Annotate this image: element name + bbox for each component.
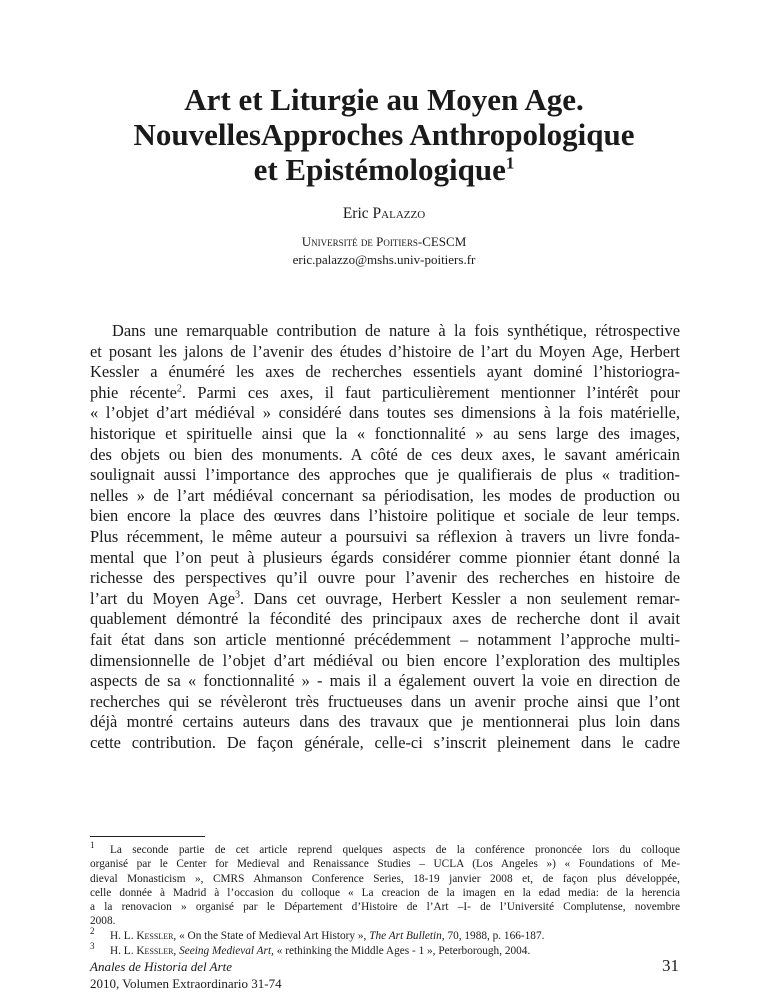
footnote-book-title: Seeing Medieval Art,: [179, 945, 274, 957]
footnote-line: 1 La seconde partie de cet article reprend quelques aspects de la conférence prononcée lors du colloque: [90, 840, 680, 856]
body-line: richesse des perspectives qu’il ouvre pour l’avenir des recherches en histoire de: [90, 568, 680, 588]
body-line-part: . Parmi ces axes, il faut particulièrement mentionner l’intérêt pour: [181, 382, 680, 402]
body-line: historique et spirituelle ainsi que la « fonctionnalité » au sens large des images,: [90, 423, 680, 443]
page-number: 31: [662, 956, 679, 975]
body-line: nelles » de l’art médiéval concernant sa périodisation, les modes de production ou: [90, 485, 680, 505]
footnote-1: [90, 840, 680, 929]
footnote-separator: [90, 836, 205, 837]
footnote-line: 2 H. L. Kessler, « On the State of Medieval Art History », The Art Bulletin, 70, 1988, p. 166-187.: [90, 926, 545, 942]
body-line-part: . Dans cet ouvrage, Herbert Kessler a non seulement remar-: [239, 588, 680, 608]
affiliation-center: -CESCM: [417, 234, 467, 249]
footnote-2: [90, 926, 680, 943]
body-line-part: phie récente: [90, 382, 177, 402]
footnote-author: Kessler: [136, 945, 174, 957]
body-line: cette contribution. De façon générale, celle-ci s’inscrit pleinement dans le cadre: [90, 732, 680, 752]
footnote-line: dieval Monasticism », CMRS Ahmanson Conference Series, 18-19 janvier 2008 et, de façon plus développée,: [90, 872, 680, 885]
author-last-name: Palazzo: [372, 205, 426, 222]
body-line: recherches qui se révèleront très fructueuses dans un avenir proche ainsi que l’ont: [90, 691, 680, 711]
footnote-text: H. L.: [110, 945, 137, 957]
body-line: fait état dans son article mentionné précédemment – notamment l’approche multi-: [90, 629, 680, 649]
body-line: Plus récemment, le même auteur a poursuivi sa réflexion à travers un livre fonda-: [90, 526, 680, 546]
body-line: Kessler a énuméré les axes de recherches essentiels ayant dominé l’historiogra-: [90, 362, 680, 382]
footnote-line: celle donnée à Madrid à l’occasion du colloque « La creacion de la imagen en la edad media: de la herencia: [90, 886, 680, 899]
article-title: [80, 82, 688, 187]
title-footnote-ref[interactable]: 1: [505, 153, 515, 173]
footnote-text: 70, 1988, p. 166-187.: [444, 930, 545, 942]
footnote-line: organisé par le Center for Medieval and Renaissance Studies – UCLA (Los Angeles ») « Foundations of Me-: [90, 858, 680, 871]
footnote-line: a la renovacion » organisé par le Département d’Histoire de l’Art –I- de l’Université Complutense, novembre: [90, 901, 680, 914]
author-first-name: Eric: [342, 205, 369, 222]
footnote-3: [90, 941, 680, 958]
footnote-text: H. L.: [110, 930, 137, 942]
footnote-ref-2[interactable]: 2: [176, 383, 182, 395]
footnote-journal-title: The Art Bulletin,: [369, 930, 445, 942]
author-email[interactable]: eric.palazzo@mshs.univ-poitiers.fr: [292, 252, 476, 267]
footnote-text: « rethinking the Middle Ages - 1 », Peterborough, 2004.: [273, 945, 531, 957]
body-line: quablement démontré la fécondité des principaux axes de recherche dont il avait: [90, 609, 680, 629]
body-line: soulignait aussi l’importance des approches que je qualifierais de plus « tradition-: [90, 465, 680, 485]
footnote-text: ,: [173, 945, 180, 957]
footnote-ref-3[interactable]: 3: [234, 589, 240, 601]
body-line: déjà montré certains auteurs dans des travaux que je mentionnerai plus loin dans: [90, 712, 680, 732]
body-line: aspects de sa « fonctionnalité » - mais il a également ouvert la voie en direction de: [90, 671, 680, 691]
body-line: mental que l’on peut à plusieurs égards considérer comme pionnier étant donné la: [90, 547, 680, 567]
author-name: [0, 204, 768, 224]
affiliation-part: de: [360, 234, 373, 249]
body-line-part: l’art du Moyen Age: [90, 588, 235, 608]
title-line-3-text: et Epistémologique: [253, 152, 506, 187]
body-line: des objets ou bien des monuments. A côté de ces deux axes, le savant américain: [90, 444, 680, 464]
journal-volume: 2010, Volumen Extraordinario 31-74: [90, 976, 282, 991]
journal-info: [90, 958, 282, 992]
body-line: Dans une remarquable contribution de nature à la fois synthétique, rétrospective: [112, 321, 680, 340]
footnote-line: 3 H. L. Kessler, Seeing Medieval Art, « rethinking the Middle Ages - 1 », Peterborough, 2004.: [90, 941, 531, 957]
body-line: « l’objet d’art médiéval » considéré dans toutes ses dimensions à la fois matérielle,: [90, 403, 680, 423]
journal-title: Anales de Historia del Arte: [90, 959, 233, 974]
affiliation-part: Université: [301, 234, 358, 249]
author-affiliation: [0, 233, 768, 250]
title-line-3: [80, 152, 688, 187]
affiliation-part: Poitiers: [376, 234, 418, 249]
footnote-author: Kessler: [136, 930, 174, 942]
body-line: et posant les jalons de l’avenir des études d’histoire de l’art du Moyen Age, Herbert: [90, 341, 680, 361]
body-paragraph: [90, 321, 680, 753]
title-line-1: Art et Liturgie au Moyen Age.: [184, 82, 584, 117]
footnote-text: , « On the State of Medieval Art History »,: [173, 930, 370, 942]
body-line: bien encore la place des œuvres dans l’histoire politique et sociale de leur temps.: [90, 506, 680, 526]
title-line-2: NouvellesApproches Anthropologique: [133, 117, 635, 152]
footnote-text: La seconde partie de cet article reprend quelques aspects de la conférence prononcée lors du colloque: [110, 844, 680, 856]
body-line: dimensionnelle de l’objet d’art médiéval ou bien encore l’exploration des multiples: [90, 650, 680, 670]
footnote-line: 2008.: [90, 915, 116, 928]
body-line: [90, 589, 680, 610]
body-line: [90, 383, 680, 404]
